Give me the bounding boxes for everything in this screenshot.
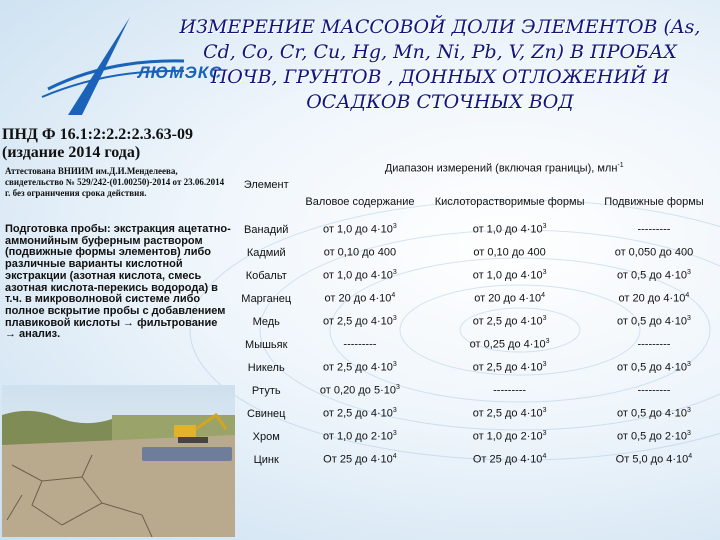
subheader-acid-soluble: Кислоторастворимые формы xyxy=(434,195,585,208)
range-cell: от 2,5 до $4\cdot 10^3$ xyxy=(472,407,547,420)
range-cell: --------- xyxy=(637,223,671,236)
range-cell: от 2,5 до $4\cdot 10^3$ xyxy=(322,361,397,374)
element-cell: Никель xyxy=(247,361,285,374)
lumex-logo xyxy=(38,15,223,125)
table-row xyxy=(236,218,712,241)
logo-text: ЛЮМЭКС xyxy=(138,63,223,82)
soil-photo xyxy=(2,385,235,537)
method-number: ПНД Ф 16.1:2:2.2:2.3.63-09 (издание 2014 года) xyxy=(2,126,193,161)
element-cell: Медь xyxy=(252,315,280,328)
element-cell: Марганец xyxy=(241,292,292,305)
range-cell: от 0,10 до 400 xyxy=(473,246,546,259)
range-cell: --------- xyxy=(343,338,377,351)
table-row xyxy=(236,241,712,264)
table-row xyxy=(236,356,712,379)
range-cell: от 2,5 до $4\cdot 10^3$ xyxy=(472,315,547,328)
range-cell: от 20 до $4\cdot 10^4$ xyxy=(618,292,690,305)
range-cell: --------- xyxy=(493,384,527,397)
range-cell: от 1,0 до $4\cdot 10^3$ xyxy=(472,223,547,236)
element-cell: Кобальт xyxy=(245,269,287,282)
range-cell: От 5,0 до $4\cdot 10^4$ xyxy=(615,453,693,466)
page-title: ИЗМЕРЕНИЕ МАССОВОЙ ДОЛИ ЭЛЕМЕНТОВ (As, Cd, Co, Cr, Cu, Hg, Mn, Ni, Pb, V, Zn) В ПРОБАХ ПОЧВ, ГРУНТОВ , ДОННЫХ ОТЛОЖЕНИЙ И ОСАДКОВ СТОЧНЫХ ВОД xyxy=(179,16,701,113)
element-cell: Хром xyxy=(252,430,280,443)
range-cell: от 1,0 до $4\cdot 10^3$ xyxy=(322,223,397,236)
range-cell: от 20 до $4\cdot 10^4$ xyxy=(324,292,396,305)
range-cell: От 25 до $4\cdot 10^4$ xyxy=(323,453,397,466)
table-subheader-row xyxy=(236,185,712,218)
range-cell: от 0,5 до $4\cdot 10^3$ xyxy=(617,315,691,328)
range-cell: --------- xyxy=(637,338,671,351)
subheader-total: Валовое содержание xyxy=(305,195,415,208)
range-cell: от 0,5 до $4\cdot 10^3$ xyxy=(617,361,691,374)
soil-landscape-image xyxy=(2,385,235,537)
measurement-range-table xyxy=(236,152,712,471)
range-cell: от 2,5 до $4\cdot 10^3$ xyxy=(322,407,397,420)
element-cell: Цинк xyxy=(253,453,279,466)
range-cell: от 1,0 до $4\cdot 10^3$ xyxy=(322,269,397,282)
col-element-header: Элемент xyxy=(243,179,289,191)
range-cell: --------- xyxy=(637,384,671,397)
table-body xyxy=(236,218,712,471)
range-cell: от 1,0 до $2\cdot 10^3$ xyxy=(472,430,547,443)
range-cell: от 0,25 до $4\cdot 10^3$ xyxy=(469,338,550,351)
range-cell: от 2,5 до $4\cdot 10^3$ xyxy=(322,315,397,328)
table-row xyxy=(236,448,712,471)
range-cell: от 0,20 до $5\cdot 10^3$ xyxy=(319,384,400,397)
table-row xyxy=(236,287,712,310)
subheader-mobile: Подвижные формы xyxy=(604,195,704,208)
table-row xyxy=(236,333,712,356)
range-cell: от 1,0 до $2\cdot 10^3$ xyxy=(322,430,397,443)
range-cell: от 0,050 до 400 xyxy=(614,246,694,259)
range-cell: от 20 до $4\cdot 10^4$ xyxy=(474,292,545,305)
col-range-header: Диапазон измерений (включая границы), млн$^{-1}$ xyxy=(384,162,624,175)
sample-preparation-text: Подготовка пробы: экстракция ацетатно-аммонийным буферным раствором (подвижные формы элементов) либо различные варианты кислотной экстракции (азотная кислота, смесь азотная кислота-перекись водорода) в т.ч. в микроволновой системе либо полное вскрытие пробы с добавлением плавиковой кислоты → фильтрование → анализ. xyxy=(5,223,231,341)
table-row xyxy=(236,310,712,333)
range-cell: от 0,5 до $2\cdot 10^3$ xyxy=(617,430,691,443)
table-row xyxy=(236,425,712,448)
table-row xyxy=(236,264,712,287)
table-row xyxy=(236,379,712,402)
element-cell: Ртуть xyxy=(251,384,281,397)
range-cell: от 0,10 до 400 xyxy=(323,246,397,259)
range-cell: от 0,5 до $4\cdot 10^3$ xyxy=(617,269,691,282)
range-cell: от 0,5 до $4\cdot 10^3$ xyxy=(617,407,691,420)
range-cell: от 1,0 до $4\cdot 10^3$ xyxy=(472,269,547,282)
range-cell: От 25 до $4\cdot 10^4$ xyxy=(472,453,547,466)
element-cell: Ванадий xyxy=(244,223,289,236)
certification-text: Аттестована ВНИИМ им.Д.И.Менделеева, свидетельство № 529/242-(01.00250)-2014 от 23.06.2014 г. без ограничения срока действия. xyxy=(5,166,225,198)
element-cell: Мышьяк xyxy=(245,338,288,351)
element-cell: Свинец xyxy=(247,407,286,420)
element-cell: Кадмий xyxy=(246,246,286,259)
range-cell: от 2,5 до $4\cdot 10^3$ xyxy=(472,361,547,374)
table-header-row xyxy=(236,152,712,185)
table-row xyxy=(236,402,712,425)
